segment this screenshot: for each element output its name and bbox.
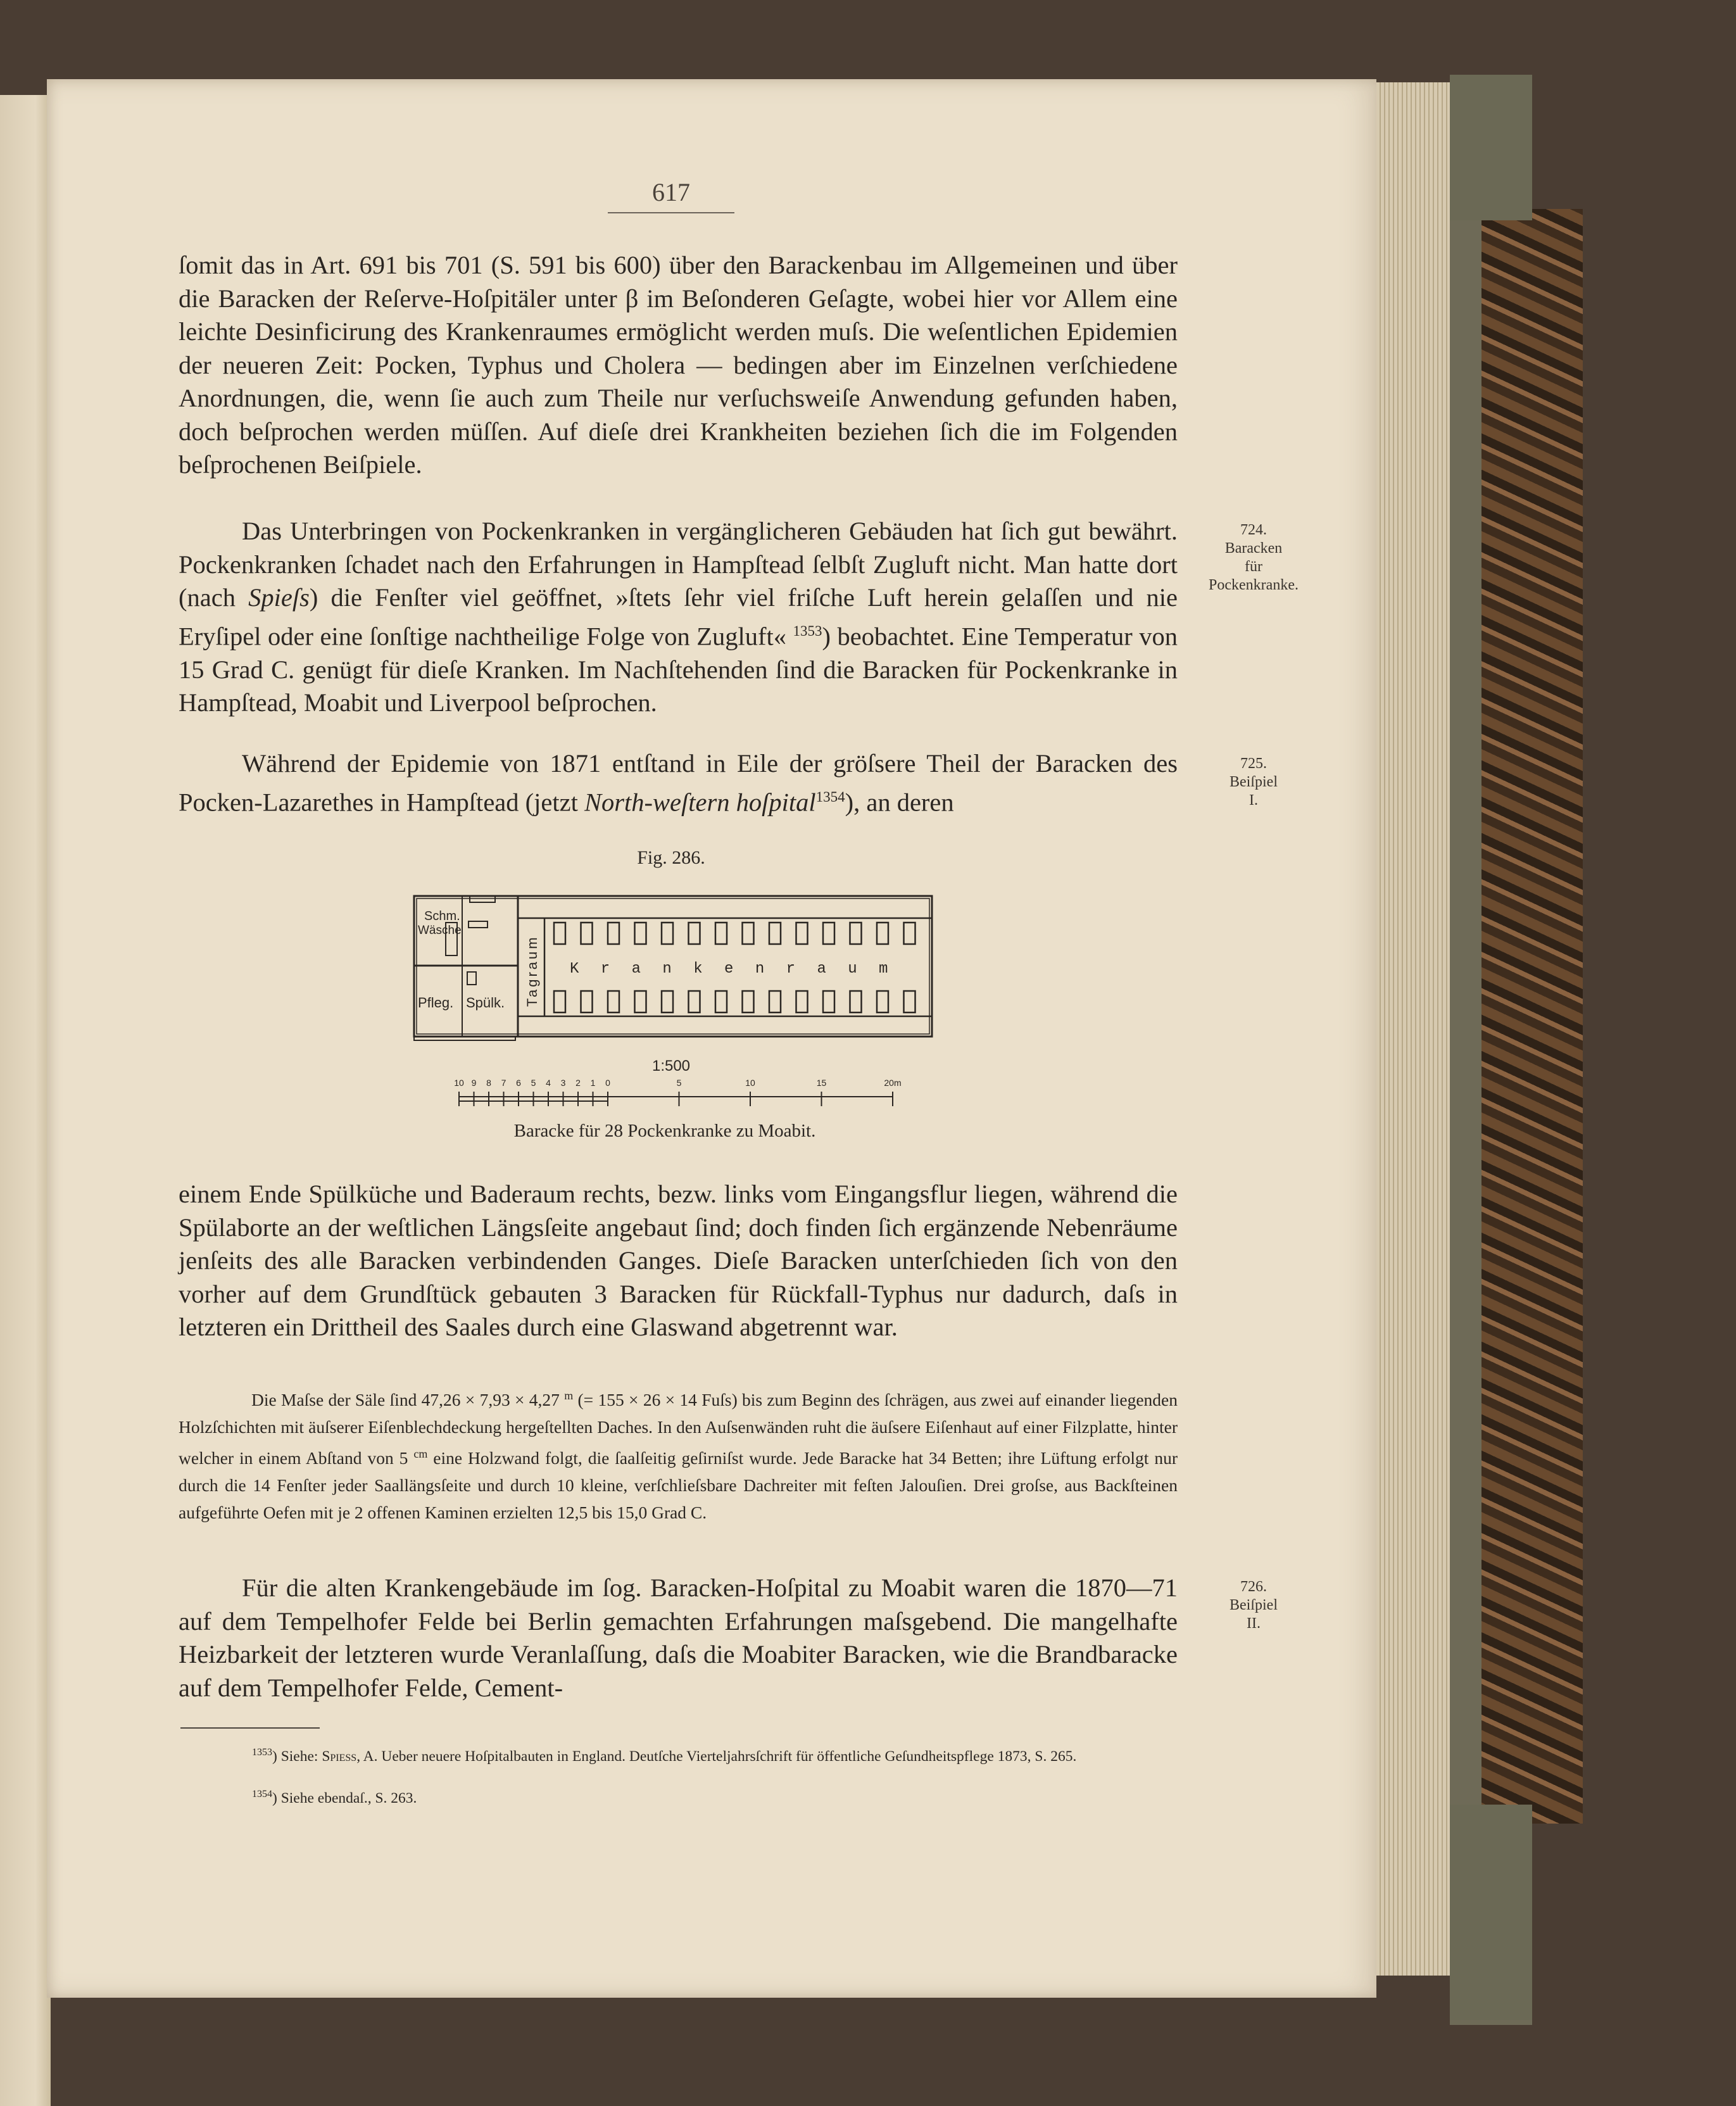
scale-tick-label: 6 (516, 1078, 521, 1088)
scale-tick-label: 3 (560, 1078, 566, 1088)
beds-bottom-row (554, 991, 915, 1012)
book-cover-marbled (1481, 209, 1583, 1824)
bed-icon (743, 991, 754, 1012)
bed-icon (581, 923, 593, 944)
scale-tick-label: 5 (531, 1078, 536, 1088)
bed-icon (904, 923, 915, 944)
scale-tick-label: 1 (590, 1078, 596, 1088)
room-label-krankenraum: K r a n k e n r a u m (570, 961, 895, 978)
bed-icon (823, 991, 834, 1012)
book-corner-top (1450, 75, 1532, 220)
scale-tick-label: 15 (816, 1078, 827, 1088)
margin-note-725: 725. Beiſpiel I. (1230, 755, 1278, 809)
scale-tick-label: 20m (884, 1078, 902, 1088)
room-label-waesche: Wäsche (418, 924, 462, 937)
bed-icon (608, 923, 619, 944)
bed-icon (877, 923, 888, 944)
room-label-schm: Schm. (424, 909, 460, 923)
page-number-rule (608, 212, 734, 213)
scale-tick-label: 5 (676, 1078, 682, 1088)
bed-icon (635, 991, 646, 1012)
room-label-tagraum: Tagraum (524, 935, 540, 1007)
bed-icon (823, 923, 834, 944)
bed-icon (796, 991, 808, 1012)
bed-icon (662, 991, 673, 1012)
paragraph-hampstead: Während der Epidemie von 1871 entſtand in Eile der gröſsere Theil der Baracken des Pocken-Lazarethes in Hampſtead (jetzt North-weſtern hoſpital$^{1354}$), an deren (179, 749, 1178, 816)
footnote-rule (180, 1727, 320, 1729)
scale-tick-label: 10 (745, 1078, 755, 1088)
scale-bar (446, 1075, 909, 1113)
floor-plan (412, 890, 937, 1042)
bed-icon (850, 991, 862, 1012)
scale-tick-label: 9 (471, 1078, 477, 1088)
scale-ratio: 1:500 (651, 1057, 691, 1075)
scale-tick-label: 0 (605, 1078, 610, 1088)
paragraph-intro: ſomit das in Art. 691 bis 701 (S. 591 bis 600) über den Barackenbau im Allgemeinen und über die Baracken der Reſerve-Hoſpitäler unter β im Beſonderen Geſagte, wobei hier vor Allem eine leichte Desinficirung des Krankenraumes ermöglicht werden muſs. Die weſentlichen Epidemien der neueren Zeit: Pocken, Typhus und Cholera — bedingen aber im Einzelnen verſchiedene Anordnungen, die, wenn ſie auch zum Theile nur verſuchsweiſe Anwendung gefunden haben, doch beſprochen werden müſſen. Auf dieſe drei Krankheiten beziehen ſich die im Folgenden beſprochenen Beiſpiele. (179, 251, 1178, 479)
bed-icon (554, 991, 565, 1012)
scale-tick-label: 7 (501, 1078, 506, 1088)
bed-icon (904, 991, 915, 1012)
room-label-spuelk: Spülk. (466, 995, 505, 1011)
footnote-1353: $^{1353}$) Siehe: Spiess, A. Ueber neuere Hoſpitalbauten in England. Deutſche Vierteljahrsſchrift für öffentliche Geſundheitspflege 1873, S. 265. (252, 1747, 1077, 1765)
scale-tick-label: 4 (546, 1078, 551, 1088)
bed-icon (689, 923, 700, 944)
bed-icon (796, 923, 808, 944)
beds-top-row (554, 923, 915, 944)
paragraph-baracken: einem Ende Spülküche und Baderaum rechts, bezw. links vom Eingangsflur liegen, während die Spülaborte an der weſtlichen Längsſeite angebaut ſind; doch finden ſich ergänzende Nebenräume jenſeits des alle Baracken verbindenden Ganges. Dieſe Baracken unterſchieden ſich von den vorher auf dem Grundſtück gebauten 3 Baracken für Rückfall-Typhus nur dadurch, daſs in letzteren ein Drittheil des Saales durch eine Glaswand abgetrennt war. (179, 1180, 1178, 1341)
bed-icon (581, 991, 593, 1012)
bed-icon (877, 991, 888, 1012)
bed-icon (715, 923, 727, 944)
paragraph-small-masse: Die Maſse der Säle ſind 47,26 × 7,93 × 4,27 $^m$ (= 155 × 26 × 14 Fuſs) bis zum Beginn des ſchrägen, aus zwei auf einander liegenden Holzſchichten mit äuſserer Eiſenblechdeckung hergeſtellten Daches. In den Auſsenwänden ruht die äuſsere Eiſenhaut auf einer Filzplatte, hinter welcher in einem Abſtand von 5 $^{cm}$ eine Holzwand folgt, die ſaalſeitig geſirniſst wurde. Jede Baracke hat 34 Betten; ihre Lüftung erfolgt nur durch die 14 Fenſter jeder Saallängsſeite und durch 10 kleine, verſchlieſsbare Dachreiter mit feſten Jalouſien. Drei groſse, aus Backſteinen aufgeführte Oefen mit je 2 offenen Kaminen erzielten 12,5 bis 15,0 Grad C. (179, 1389, 1178, 1523)
book-corner-bottom (1450, 1805, 1532, 2020)
figure-caption: Baracke für 28 Pockenkranke zu Moabit. (513, 1121, 816, 1141)
bed-icon (689, 991, 700, 1012)
figure-label: Fig. 286. (637, 847, 705, 868)
room-label-pfleg: Pfleg. (418, 995, 454, 1011)
left-page-edge (0, 95, 51, 2106)
bed-icon (769, 991, 781, 1012)
paragraph-moabit: Für die alten Krankengebäude im ſog. Baracken-Hoſpital zu Moabit waren die 1870—71 auf dem Tempelhofer Felde bei Berlin gemachten Erfahrungen maſsgebend. Die mangelhafte Heizbarkeit der letzteren wurde Veranlaſſung, daſs die Moabiter Baracken, wie die Brandbaracke auf dem Tempelhofer Felde, Cement- (179, 1573, 1178, 1702)
bed-icon (769, 923, 781, 944)
scale-tick-label: 8 (486, 1078, 491, 1088)
page-number: 617 (652, 178, 690, 206)
footnote-1354: $^{1354}$) Siehe ebendaſ., S. 263. (252, 1789, 417, 1806)
bed-icon (608, 991, 619, 1012)
bed-icon (554, 923, 565, 944)
margin-note-724: 724. Baracken für Pockenkranke. (1209, 522, 1299, 593)
bed-icon (662, 923, 673, 944)
paragraph-pockenkranke: Das Unterbringen von Pockenkranken in vergänglicheren Gebäuden hat ſich gut bewährt. Pockenkranken ſchadet nach den Erfahrungen in Hampſtead ſelbſt Zugluft nicht. Man hatte dort (nach Spieſs) die Fenſter viel geöffnet, »ſtets ſehr viel friſche Luft herein gelaſſen und nie Eryſipel oder eine ſonſtige nachtheilige Folge von Zugluft« $^{1353}$) beobachtet. Eine Temperatur von 15 Grad C. genügt für dieſe Kranken. Im Nachſtehenden ſind die Baracken für Pockenkranke in Hampſtead, Moabit und Liverpool beſprochen. (179, 517, 1178, 717)
margin-note-726: 726. Beiſpiel II. (1230, 1579, 1278, 1632)
bed-icon (635, 923, 646, 944)
bed-icon (850, 923, 862, 944)
scale-tick-label: 2 (576, 1078, 581, 1088)
scale-tick-label: 10 (454, 1078, 464, 1088)
bed-icon (743, 923, 754, 944)
bed-icon (715, 991, 727, 1012)
